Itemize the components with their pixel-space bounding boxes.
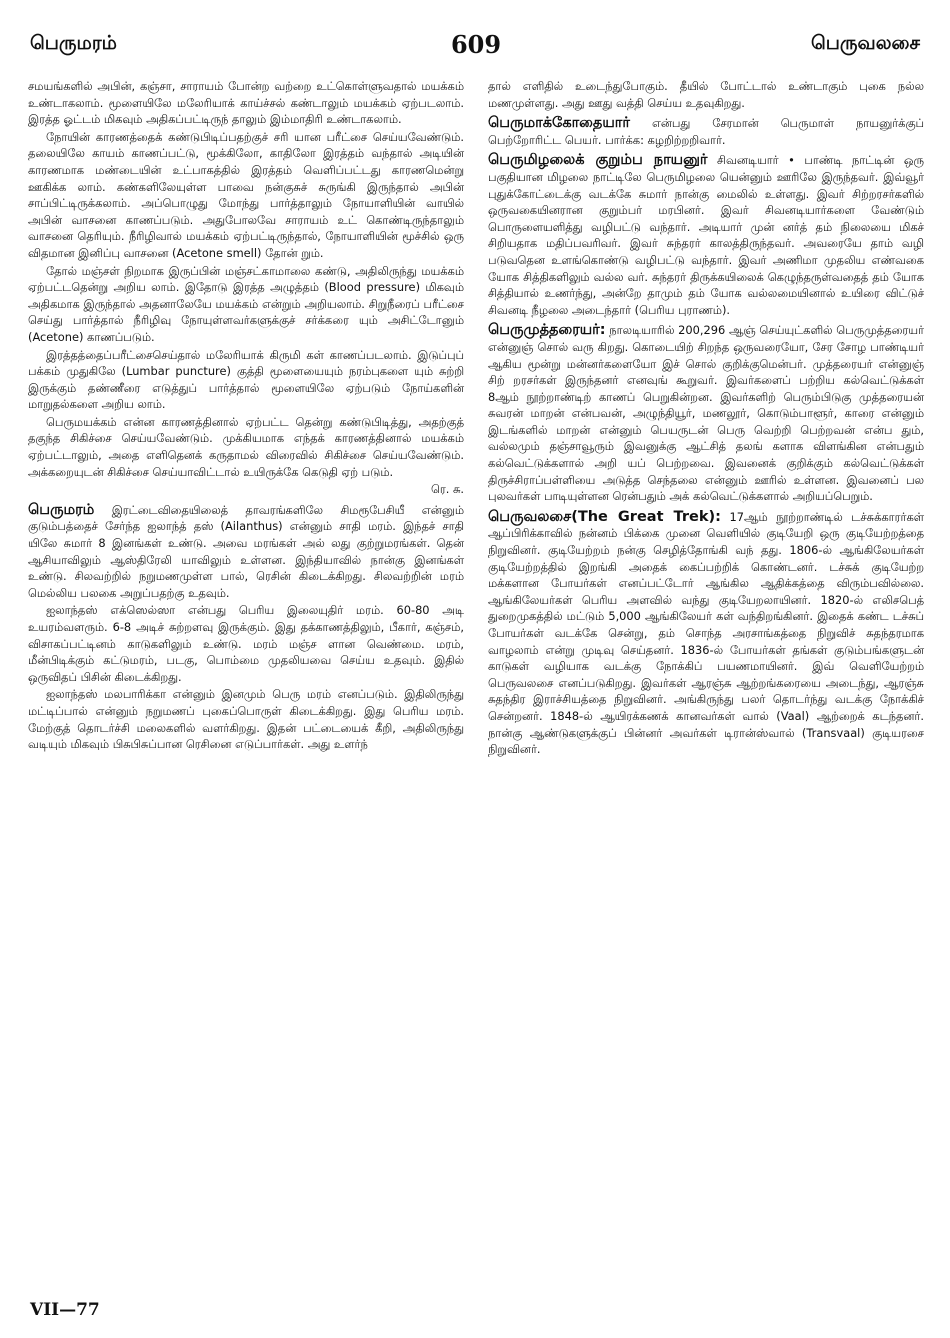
- entry-heading: பெருமிழலைக் குறும்ப நாயனுர்: [488, 152, 708, 169]
- left-column: [28, 78, 464, 759]
- entry-text: இரட்டைவிதையிலைத் தாவரங்களிலே சிமரூபேசியீ என்னும் குடும்பத்தைச் சேர்ந்த ஐலாந்த் தஸ் (Ailanthus) என்னும் சாதி மரம். இந்தச் சாதி யிலே சுமார் 8 இனங்கள் உண்டு. அவை மரங்கள் அல் லது குற்றுமரங்கள். தென் ஆசியாவிலும் ஆஸ்திரேலி யாவிலும் உள்ளன. இந்தியாவில் நான்கு இனங்கள் உண்டு. சிலவற்றில் நறுமணமுள்ள பால், ரெசின் கிடைக்கிறது. சிலவற்றின் மரம் மெல்லிய பலகை அறுப்பதற்கு உதவும்.: [28, 502, 465, 600]
- author-initials: ரெ. சு.: [430, 482, 464, 497]
- entry-perumutharaiyar: [488, 322, 924, 505]
- volume-signature: VII—77: [30, 1300, 100, 1320]
- entry-text: சிவனடியார் • பாண்டி நாட்டின் ஒரு பகுதியான மிழலை நாட்டிலே பெருமிழலை யென்னும் ஊரிலே இருந்தவர். இவ்வூர் புதுக்கோட்டைக்கு வடக்கே சுமார் நான்கு மைலில் உள்ளது. இவர் சிற்றரசர்களில் ஒருவகையினரான குறும்பர் மரபினர். இவர் சிவனடியார்களை வேண்டும் பொருளையளித்து வழிபட்டு வந்தார். அடியார் முன் னர்த் தம் நிலையை மிகச் சிறியதாக மதிப்பவரிவர். இவர் சுந்தரர் காலத்திருந்தவர். அவரையே தாம் வழி படுவதென உளங்கொண்டு வழிபட்டு வந்தார். இவர் அணிமா முதலிய எண்வகை யோக சித்திகளிலும் வல்ல வர். சுந்தரர் திருக்கயிலைக் கெழுந்தருள்வதைத் தம் யோக சித்தியால் உணர்ந்து, அன்றே தாமும் தம் யோக வல்லமையினால் உயிரை விட்டுச் சிவனடி நீழலை அடைந்தார் (பெரிய புராணம்).: [488, 153, 924, 317]
- entry-perumizhalai-kurumba-nayanar: [488, 152, 924, 318]
- entry-heading: பெருமரம்: [28, 501, 95, 518]
- entry-peruvalasai: [488, 509, 924, 758]
- paragraph: சமயங்களில் அபின், கஞ்சா, சாராயம் போன்ற வற்றை உட்கொள்ளுவதால் மயக்கம் உண்டாகலாம். மூளையிலே மலேரியாக் காய்ச்சல் கண்டாலும் மயக்கம் ஏற்படலாம். இரத்த ஓட்டம் மிகவும் அதிகப்பட்டிருந் தாலும் இம்மாதிரி உண்டாகலாம்.: [28, 79, 464, 127]
- page-number: 609: [450, 30, 502, 59]
- entry-heading: பெருமுத்தரையர்:: [488, 322, 606, 339]
- entry-heading: பெருமாக்கோதையார்: [488, 115, 630, 132]
- entry-peru-maram: [28, 502, 464, 602]
- paragraph: நோயின் காரணத்தைக் கண்டுபிடிப்பதற்குச் சரி யான பரீட்சை செய்யவேண்டும். தலையிலே காயம் காணப்பட்டு, மூக்கிலோ, காதிலோ இரத்தம் வந்தால் அடியின் காரணமாக மண்டையின் உட்பாகத்தில் இரத்தம் வெளிப்பட்டது காரணமென்று ஊகிக்க லாம். கண்களிலேயுள்ள பாவை நன்குசுச் சுருங்கி இருந்தால் அபின் சாப்பிட்டிருக்கலாம். அப்பொழுது மோந்து பார்த்தாலும் நோயாளியின் வாயில் அபின் வாசனை காணப்படும். அதுபோலவே சாராயம் உட் கொண்டிருந்தாலும் வாசனை தெரியும். நீரிழிவால் மயக்கம் ஏற்பட்டிருந்தால், நோயாளியின் மூச்சில் ஒரு விதமான இனிப்பு வாசனை (Acetone smell) தோன் றும்.: [28, 129, 464, 260]
- page-header: [28, 30, 924, 74]
- paragraph: இரத்தத்தைப்பரீட்சைசெய்தால் மலேரியாக் கிருமி கள் காணப்படலாம். இடுப்புப் பக்கம் முதுகிலே (Lumbar puncture) குத்தி மூளையையும் நரம்புகளை யும் சுற்றி இருக்கும் தண்ணீரை எடுத்துப் பார்த்தால் மூளையிலே ஏற்படும் நோய்களின் மாறுதல்களை அறிய லாம்.: [28, 347, 464, 412]
- paragraph: பெருமயக்கம் என்ன காரணத்தினால் ஏற்பட்ட தென்று கண்டுபிடித்து, அதற்குத் தகுந்த சிகிச்சை செய்யவேண்டும். முக்கியமாக எந்தக் காரணத்தினால் மயக்கம் ஏற்பட்டாலும், அதை எளிதெனக் கருதாமல் விரைவில் சிகிச்சை செய்யவேண்டும். அக்கறையுடன் சிகிச்சை செய்யாவிட்டால் உயிருக்கே கெடுதி ஏற் படும்.: [28, 414, 464, 479]
- entry-perumakkothaiyar: [488, 115, 924, 148]
- entry-text: நாலடியாரில் 200,296 ஆஞ் செய்யுட்களில் பெருமுத்தரையர் என்னுஞ் சொல் வரு கிறது. கொடையிற் சிறந்த ஒருவரையோ, சேர சோழ பாண்டியர் ஆகிய மூன்று மன்னர்களையோ இச் சொல் குறிக்குமென்பர். முத்தரையர் என்னுஞ் சிற் றரசர்கள் இருந்தனர் எனவுங் கூறுவர். இவர்களைப் பற்றிய கல்வெட்டுக்கள் 8ஆம் நூற்றாண்டிற் காணப் பெறுகின்றன. இவர்களிற் பெரும்பிடுகு முத்தரையன் சுவரன் மாறன் என்பவன், அழுந்தியூர், மணலூர், கொடும்பாளூர், காரை என்னும் இடங்களில் மாறன் என்னும் பெயருடன் பெரு வெற்றி பெற்றவன் என்ப தும், வல்லமும் தஞ்சாவூரும் இவனுக்கு ஆட்சித் தலங் களாக விளங்கின என்பதும் கல்வெட்டுக்களால் அறி யப் பெற்றவை. இவனைக் குறிக்கும் கல்வெட்டுக்கள் திருச்சிராப்பள்ளியை அடுத்த செந்தலை என்னும் ஊரில் உள்ளன. இவனைப் பல புலவர்கள் பாடியுள்ளன ரென்பதும் அக் கல்வெட்டுக்களால் அறியப்பெறும்.: [488, 323, 925, 504]
- entry-text: 17ஆம் நூற்றாண்டில் டச்சுக்காரர்கள் ஆப்பிரிக்காவில் நன்னம் பிக்கை முனை வெளியில் குடியேறி ஒரு குடியேற்றத்தை நிறுவினர். குடியேற்றம் நன்கு செழித்தோங்கி வந் தது. 1806-ல் ஆங்கிலேயர்கள் குடியேற்றத்தில் இறங்கி அதைக் கைப்பற்றிக் கொண்டனர். டச்சுக் குடியேற்ற மக்களான போயர்கள் எனப்பட்டோர் ஆங்கில ஆதிக்கத்தை விரும்பவில்லை. ஆங்கிலேயர்கள் பெரிய அளவில் வந்து குடியேறலாயினர். 1820-ல் எலிசபெத் துறைமுகத்தில் மட்டும் 5,000 ஆங்கிலேயர் கள் வந்திறங்கினர். இதைக் கண்ட டச்சுப் போயர்கள் வடக்கே சென்று, தம் சொந்த அரசாங்கத்தை நிறுவிச் சுதந்தரமாக வாழலாம் என்று முடிவு செய்தனர். 1836-ல் போயர்கள் தங்கள் குடும்பங்களுடன் காடுகள் வழியாக வடக்கு நோக்கிப் பயணமாயினர். இவ் வெளியேற்றம் பெருவலசை எனப்படுகிறது. இவர்கள் ஆரஞ்சு ஆற்றங்கரையை அடைந்து, ஆரஞ்சு சுதந்திர இராச்சியத்தை நிறுவினர். அங்கிருந்து பலர் தொடர்ந்து வடக்கு நோக்கிச் சென்றனர். 1848-ல் ஆயிரக்கணக் கானவர்கள் வால் (Vaal) ஆற்றைக் கடந்தனர். நான்கு ஆண்டுகளுக்குப் பின்னர் அவர்கள் டிரான்ஸ்வால் (Transvaal) குடியரசை நிறுவினர்.: [488, 509, 925, 757]
- running-head-right: பெருவலசை: [811, 32, 920, 54]
- right-column: [488, 78, 924, 759]
- entry-text: என்பது சேரமான் பெருமாள் நாயனுர்க்குப் பெற்றோரிட்ட பெயர். பார்க்க: கழறிற்றறிவார்.: [488, 116, 924, 147]
- running-head-left: பெருமரம்: [30, 32, 117, 54]
- paragraph: ஐலாந்தஸ் எக்ஸெல்ஸா என்பது பெரிய இலையுதிர் மரம். 60-80 அடி உயரம்வளரும். 6-8 அடிச் சுற்றளவு இருக்கும். இது தக்காணத்திலும், பீகார், கஞ்சம், விசாகப்பட்டினம் காடுகளிலும் உண்டு. மரம் மஞ்ச ளான வெண்மை. மரம், மீன்பிடிக்கும் கட்டுமரம், படகு, பொம்மை முதலியவை செய்ய உதவும். இதில் ஒருவிதப் பிசின் கிடைக்கிறது.: [28, 603, 464, 684]
- text-columns: [28, 78, 924, 759]
- entry-heading: பெருவலசை: [488, 508, 572, 525]
- paragraph: தோல் மஞ்சள் நிறமாக இருப்பின் மஞ்சட்காமாலை கண்டு, அதிலிருந்து மயக்கம் ஏற்பட்டதென்று அறிய லாம். இதோடு இரத்த அழுத்தம் (Blood pressure) மிகவும் அதிகமாக இருந்தால் அதனாலேயே மயக்கம் என்றும் அறியலாம். சிறுநீரைப் பரீட்சை செய்து பார்த்தால் நீரிழிவு நோயுள்ளவர்களுக்குச் சர்க்கரை யும் அசிட்டோனும் (Acetone) காணப்படும்.: [28, 263, 464, 344]
- entry-heading-english: (The Great Trek):: [571, 508, 721, 525]
- paragraph: ஐலாந்தஸ் மலபாரிக்கா என்னும் இனமும் பெரு மரம் எனப்படும். இதிலிருந்து மட்டிப்பால் என்னும் நறுமணப் புகைப்பொருள் கிடைக்கிறது. இது பெரிய மரம். மேற்குத் தொடர்ச்சி மலைகளில் வளர்கிறது. இதன் பட்டையைக் கீறி, அதிலிருந்து வடியும் மிகவும் பிசுபிசுப்பான ரெசினை எடுப்பார்கள். அது உளர்ந்: [28, 687, 464, 752]
- paragraph: தால் எளிதில் உடைந்துபோகும். தீயில் போட்டால் உண்டாகும் புகை நல்ல மணமுள்ளது. அது ஊது வத்தி செய்ய உதவுகிறது.: [488, 79, 924, 110]
